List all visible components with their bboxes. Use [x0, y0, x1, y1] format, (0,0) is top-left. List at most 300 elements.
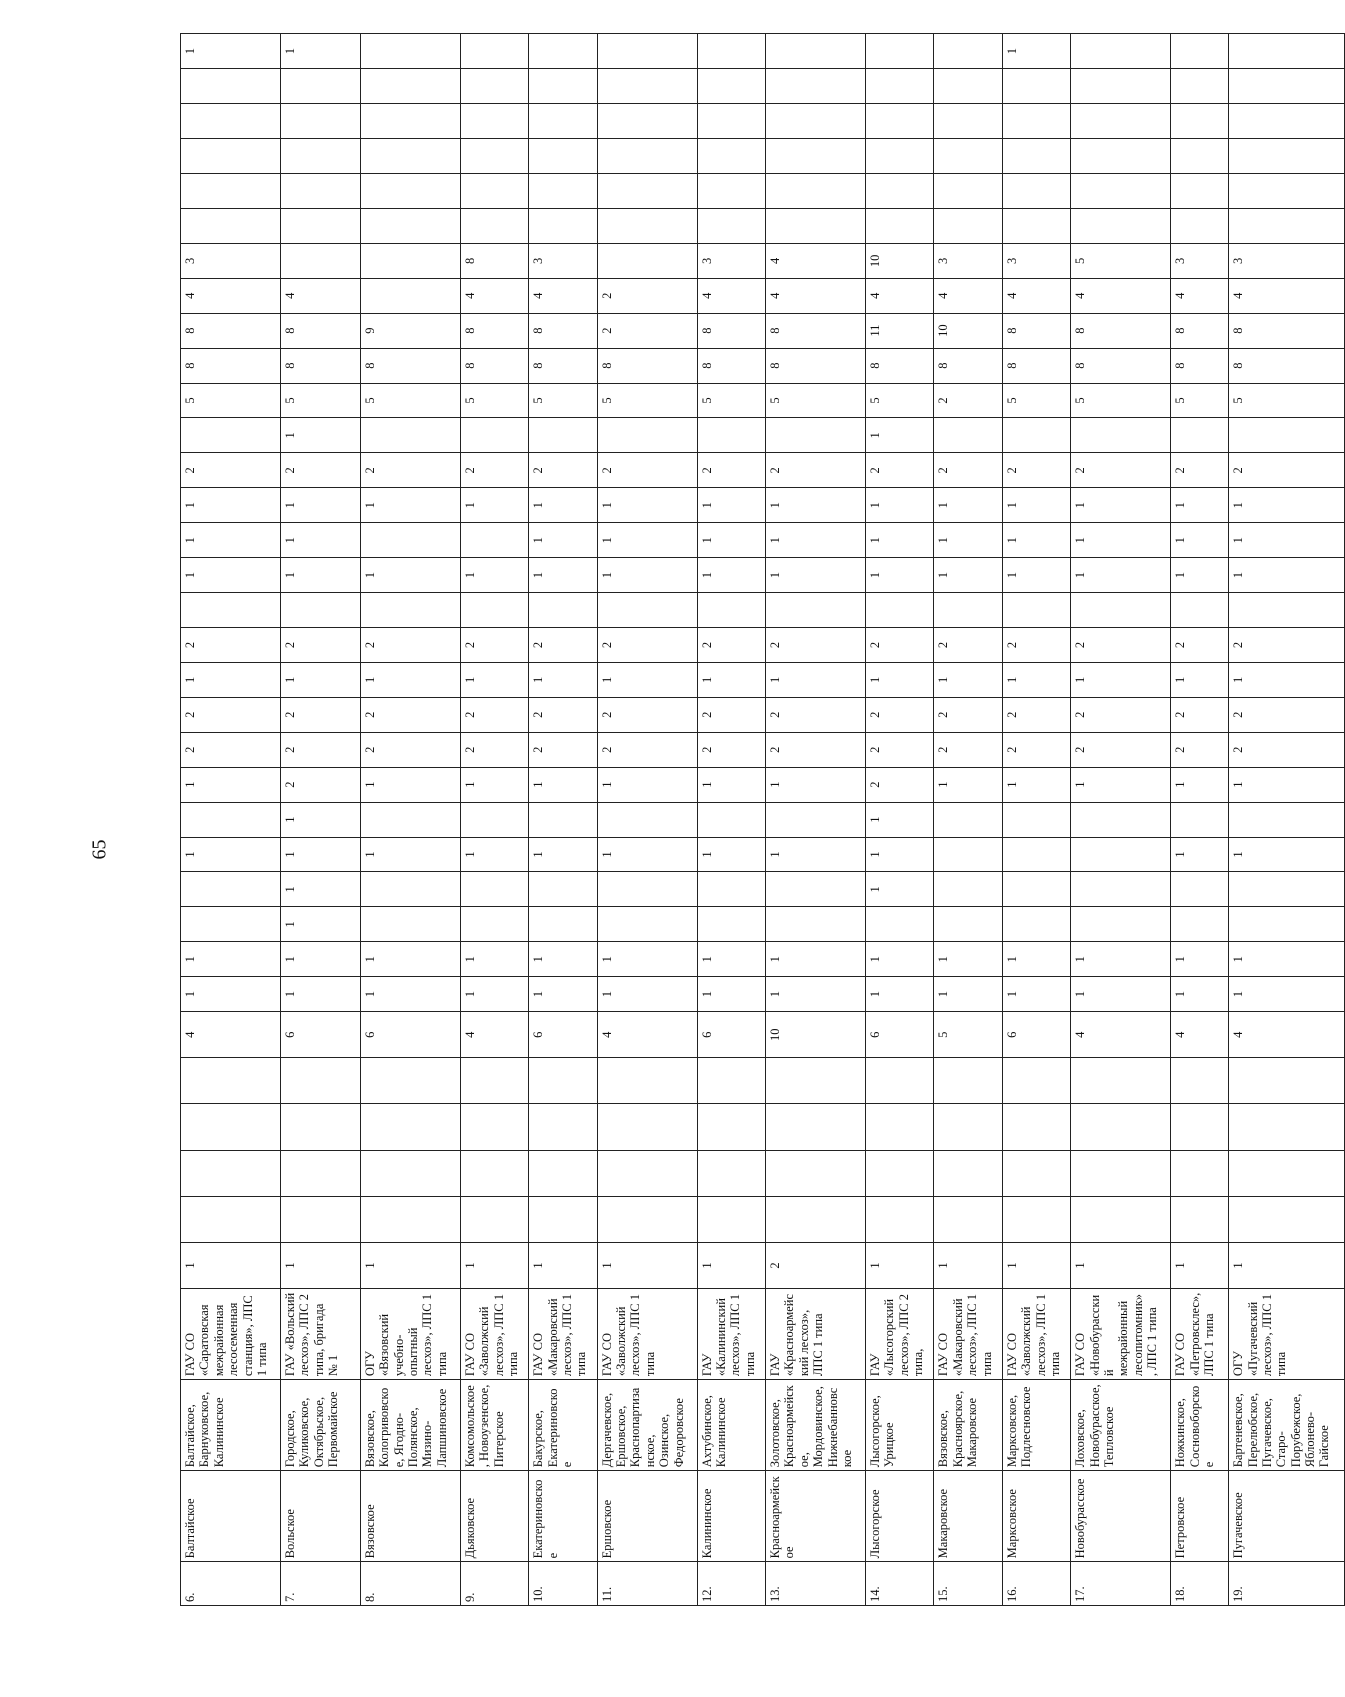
- value-cell: 1: [529, 837, 597, 872]
- value-cell: 1: [1229, 1242, 1345, 1288]
- text-cell: Городское, Куликовское, Октябрьское, Первомайское: [280, 1380, 360, 1471]
- value-cell: [280, 174, 360, 209]
- value-cell: 2: [934, 627, 1002, 662]
- value-cell: 1: [1171, 977, 1229, 1012]
- row-number-cell: 10.: [529, 1562, 597, 1606]
- value-cell: [181, 593, 281, 628]
- value-cell: 1: [766, 558, 866, 593]
- value-cell: 1: [360, 977, 460, 1012]
- value-cell: [597, 69, 697, 104]
- value-cell: 1: [865, 662, 933, 697]
- table-row: [1171, 34, 1229, 1606]
- value-cell: [181, 139, 281, 174]
- value-cell: [597, 174, 697, 209]
- value-cell: [529, 418, 597, 453]
- value-cell: [280, 1150, 360, 1196]
- value-cell: [697, 872, 765, 907]
- value-cell: [865, 593, 933, 628]
- value-cell: 10: [934, 313, 1002, 348]
- value-cell: 5: [1002, 383, 1070, 418]
- value-cell: [1071, 34, 1171, 69]
- row-number-cell: 16.: [1002, 1562, 1070, 1606]
- value-cell: 8: [865, 348, 933, 383]
- value-cell: [766, 1104, 866, 1150]
- value-cell: 1: [1171, 837, 1229, 872]
- value-cell: [934, 69, 1002, 104]
- value-cell: 1: [697, 488, 765, 523]
- value-cell: 6: [865, 1012, 933, 1058]
- table-row: [934, 34, 1002, 1606]
- value-cell: [1171, 418, 1229, 453]
- value-cell: [934, 872, 1002, 907]
- value-cell: 6: [280, 1012, 360, 1058]
- value-cell: [934, 104, 1002, 139]
- value-cell: [597, 1150, 697, 1196]
- value-cell: [597, 418, 697, 453]
- value-cell: [360, 243, 460, 278]
- row-number-cell: 11.: [597, 1562, 697, 1606]
- value-cell: [280, 243, 360, 278]
- value-cell: 2: [697, 627, 765, 662]
- value-cell: 1: [280, 523, 360, 558]
- value-cell: [360, 1150, 460, 1196]
- text-cell: Ершовское: [597, 1471, 697, 1562]
- text-cell: ГАУ СО «Петровсклес», ЛПС 1 типа: [1171, 1289, 1229, 1380]
- value-cell: 4: [934, 278, 1002, 313]
- value-cell: 5: [280, 383, 360, 418]
- row-number-cell: 18.: [1171, 1562, 1229, 1606]
- value-cell: [1002, 139, 1070, 174]
- value-cell: 1: [181, 837, 281, 872]
- value-cell: 5: [865, 383, 933, 418]
- value-cell: 2: [934, 732, 1002, 767]
- value-cell: [460, 872, 528, 907]
- value-cell: 1: [280, 662, 360, 697]
- value-cell: 1: [697, 1242, 765, 1288]
- value-cell: [529, 802, 597, 837]
- text-cell: Комсомольское, Новоузенское, Питерское: [460, 1380, 528, 1471]
- value-cell: 1: [1071, 558, 1171, 593]
- value-cell: [1002, 418, 1070, 453]
- value-cell: [360, 593, 460, 628]
- value-cell: 1: [1071, 662, 1171, 697]
- value-cell: [1171, 208, 1229, 243]
- value-cell: 9: [360, 313, 460, 348]
- value-cell: [1171, 174, 1229, 209]
- value-cell: 1: [1171, 767, 1229, 802]
- value-cell: [1002, 593, 1070, 628]
- value-cell: 1: [934, 488, 1002, 523]
- value-cell: [1002, 872, 1070, 907]
- value-cell: 2: [360, 627, 460, 662]
- value-cell: 2: [181, 732, 281, 767]
- value-cell: 5: [529, 383, 597, 418]
- value-cell: [460, 418, 528, 453]
- table-row: [280, 34, 360, 1606]
- value-cell: 1: [597, 767, 697, 802]
- value-cell: 1: [766, 767, 866, 802]
- value-cell: [1002, 907, 1070, 942]
- value-cell: 5: [697, 383, 765, 418]
- value-cell: [1002, 104, 1070, 139]
- value-cell: 8: [697, 348, 765, 383]
- value-cell: [597, 1058, 697, 1104]
- value-cell: 4: [1171, 1012, 1229, 1058]
- value-cell: [280, 139, 360, 174]
- value-cell: [360, 139, 460, 174]
- value-cell: 10: [766, 1012, 866, 1058]
- value-cell: [934, 174, 1002, 209]
- table-row: [865, 34, 933, 1606]
- value-cell: [697, 69, 765, 104]
- value-cell: 1: [865, 872, 933, 907]
- value-cell: 2: [697, 697, 765, 732]
- value-cell: 3: [529, 243, 597, 278]
- value-cell: [1229, 1104, 1345, 1150]
- value-cell: [697, 907, 765, 942]
- value-cell: [181, 1196, 281, 1242]
- value-cell: [865, 907, 933, 942]
- value-cell: 1: [529, 942, 597, 977]
- value-cell: 2: [934, 453, 1002, 488]
- value-cell: 4: [280, 278, 360, 313]
- value-cell: 1: [934, 977, 1002, 1012]
- text-cell: Новобурасское: [1071, 1471, 1171, 1562]
- value-cell: 2: [460, 697, 528, 732]
- page-number: 65: [88, 839, 111, 860]
- text-cell: Пугачевское: [1229, 1471, 1345, 1562]
- value-cell: 1: [597, 942, 697, 977]
- table-row: [1071, 34, 1171, 1606]
- value-cell: 2: [597, 732, 697, 767]
- value-cell: 6: [360, 1012, 460, 1058]
- value-cell: 1: [865, 1242, 933, 1288]
- value-cell: 1: [360, 1242, 460, 1288]
- value-cell: 1: [1171, 488, 1229, 523]
- value-cell: [1002, 802, 1070, 837]
- value-cell: [1171, 872, 1229, 907]
- value-cell: 1: [1229, 837, 1345, 872]
- value-cell: [1071, 1104, 1171, 1150]
- value-cell: 8: [766, 348, 866, 383]
- value-cell: [1229, 34, 1345, 69]
- value-cell: 2: [181, 453, 281, 488]
- value-cell: [1071, 1150, 1171, 1196]
- value-cell: 1: [1002, 1242, 1070, 1288]
- value-cell: [460, 1196, 528, 1242]
- value-cell: 2: [766, 453, 866, 488]
- text-cell: Екатериновское: [529, 1471, 597, 1562]
- value-cell: [460, 593, 528, 628]
- value-cell: [360, 278, 460, 313]
- value-cell: [460, 139, 528, 174]
- value-cell: [1229, 418, 1345, 453]
- value-cell: [766, 907, 866, 942]
- text-cell: ГАУ СО «Макаровский лесхоз», ЛПС 1 типа: [934, 1289, 1002, 1380]
- value-cell: [934, 1150, 1002, 1196]
- value-cell: 2: [766, 697, 866, 732]
- value-cell: 2: [280, 697, 360, 732]
- value-cell: [865, 104, 933, 139]
- value-cell: [1229, 593, 1345, 628]
- value-cell: 1: [1229, 523, 1345, 558]
- value-cell: [697, 104, 765, 139]
- value-cell: 8: [181, 313, 281, 348]
- text-cell: ГАУ «Вольский лесхоз», ЛПС 2 типа, бригада № 1: [280, 1289, 360, 1380]
- text-cell: Лысогорское: [865, 1471, 933, 1562]
- value-cell: 2: [865, 627, 933, 662]
- value-cell: 3: [1002, 243, 1070, 278]
- value-cell: 2: [934, 697, 1002, 732]
- value-cell: [1229, 139, 1345, 174]
- value-cell: 2: [1071, 732, 1171, 767]
- value-cell: [360, 69, 460, 104]
- value-cell: 1: [1229, 942, 1345, 977]
- value-cell: [529, 872, 597, 907]
- value-cell: [460, 802, 528, 837]
- value-cell: 1: [865, 523, 933, 558]
- text-cell: Вязовское: [360, 1471, 460, 1562]
- value-cell: 2: [1229, 627, 1345, 662]
- value-cell: 1: [934, 662, 1002, 697]
- value-cell: 1: [1071, 1242, 1171, 1288]
- value-cell: 1: [460, 558, 528, 593]
- value-cell: 2: [1002, 697, 1070, 732]
- value-cell: [460, 174, 528, 209]
- value-cell: [460, 208, 528, 243]
- value-cell: [597, 907, 697, 942]
- value-cell: [1229, 1150, 1345, 1196]
- value-cell: 2: [597, 697, 697, 732]
- forestry-table: [180, 33, 1345, 1606]
- value-cell: 1: [1002, 523, 1070, 558]
- value-cell: 5: [1071, 383, 1171, 418]
- value-cell: 2: [934, 383, 1002, 418]
- value-cell: 1: [280, 488, 360, 523]
- value-cell: 2: [529, 732, 597, 767]
- value-cell: 2: [766, 627, 866, 662]
- value-cell: [1171, 1058, 1229, 1104]
- value-cell: 1: [766, 942, 866, 977]
- value-cell: [934, 1196, 1002, 1242]
- value-cell: [597, 1196, 697, 1242]
- text-cell: Вязовское, Кологривовское, Ягодно-Полянское, Мизино-Лапшиновское: [360, 1380, 460, 1471]
- value-cell: [597, 208, 697, 243]
- value-cell: 2: [865, 697, 933, 732]
- value-cell: [529, 69, 597, 104]
- value-cell: [529, 593, 597, 628]
- value-cell: 2: [280, 627, 360, 662]
- value-cell: 2: [1229, 697, 1345, 732]
- value-cell: 2: [1171, 697, 1229, 732]
- value-cell: 3: [181, 243, 281, 278]
- value-cell: [934, 837, 1002, 872]
- value-cell: [934, 139, 1002, 174]
- value-cell: 2: [360, 697, 460, 732]
- value-cell: [1071, 593, 1171, 628]
- value-cell: 3: [1171, 243, 1229, 278]
- value-cell: [766, 1196, 866, 1242]
- value-cell: 1: [697, 837, 765, 872]
- value-cell: [360, 1058, 460, 1104]
- text-cell: Дергачевское, Ершовское, Краснопартизанское, Озинское, Федоровское: [597, 1380, 697, 1471]
- value-cell: [697, 418, 765, 453]
- value-cell: 1: [181, 767, 281, 802]
- value-cell: [280, 208, 360, 243]
- value-cell: 1: [1002, 662, 1070, 697]
- value-cell: [181, 208, 281, 243]
- value-cell: [460, 104, 528, 139]
- value-cell: [280, 1058, 360, 1104]
- value-cell: 1: [460, 767, 528, 802]
- value-cell: 1: [766, 488, 866, 523]
- value-cell: 4: [1171, 278, 1229, 313]
- row-number-cell: 9.: [460, 1562, 528, 1606]
- value-cell: [766, 1150, 866, 1196]
- value-cell: [766, 593, 866, 628]
- value-cell: 5: [766, 383, 866, 418]
- table-row: [766, 34, 866, 1606]
- value-cell: 1: [460, 488, 528, 523]
- value-cell: [766, 872, 866, 907]
- value-cell: [529, 208, 597, 243]
- value-cell: [934, 208, 1002, 243]
- value-cell: 5: [1071, 243, 1171, 278]
- value-cell: [766, 802, 866, 837]
- value-cell: 1: [1229, 977, 1345, 1012]
- row-number-cell: 17.: [1071, 1562, 1171, 1606]
- value-cell: [1229, 69, 1345, 104]
- value-cell: [865, 1104, 933, 1150]
- value-cell: 3: [1229, 243, 1345, 278]
- value-cell: [280, 1196, 360, 1242]
- value-cell: [1002, 1150, 1070, 1196]
- value-cell: 2: [766, 732, 866, 767]
- value-cell: 2: [865, 767, 933, 802]
- value-cell: [865, 1150, 933, 1196]
- text-cell: Лоховское, Новобурасское, Тепловское: [1071, 1380, 1171, 1471]
- value-cell: 4: [697, 278, 765, 313]
- text-cell: Балтайское, Барнуковское, Калининское: [181, 1380, 281, 1471]
- value-cell: 2: [766, 1242, 866, 1288]
- value-cell: 1: [280, 34, 360, 69]
- value-cell: [697, 1196, 765, 1242]
- value-cell: 2: [1071, 697, 1171, 732]
- table-row: [360, 34, 460, 1606]
- value-cell: [1171, 34, 1229, 69]
- value-cell: [181, 802, 281, 837]
- value-cell: 1: [181, 558, 281, 593]
- value-cell: 2: [1002, 732, 1070, 767]
- text-cell: Бакурское, Екатериновское: [529, 1380, 597, 1471]
- value-cell: 1: [597, 488, 697, 523]
- value-cell: 1: [697, 977, 765, 1012]
- value-cell: 1: [529, 558, 597, 593]
- value-cell: [360, 208, 460, 243]
- value-cell: 2: [460, 732, 528, 767]
- text-cell: Вольское: [280, 1471, 360, 1562]
- value-cell: [529, 34, 597, 69]
- value-cell: 5: [460, 383, 528, 418]
- text-cell: Золотовское, Красноармейское, Мордовинское, Нижнебанновское: [766, 1380, 866, 1471]
- value-cell: [1171, 104, 1229, 139]
- value-cell: [1229, 1058, 1345, 1104]
- value-cell: 1: [360, 662, 460, 697]
- value-cell: [1229, 802, 1345, 837]
- value-cell: [529, 1150, 597, 1196]
- value-cell: [865, 1196, 933, 1242]
- value-cell: 1: [1002, 488, 1070, 523]
- value-cell: 8: [1171, 348, 1229, 383]
- value-cell: 4: [460, 278, 528, 313]
- value-cell: 1: [865, 488, 933, 523]
- value-cell: 4: [766, 243, 866, 278]
- value-cell: [529, 1104, 597, 1150]
- text-cell: ОГУ «Вязовский учебно-опытный лесхоз», ЛПС 1 типа: [360, 1289, 460, 1380]
- value-cell: 1: [181, 942, 281, 977]
- row-number-cell: 14.: [865, 1562, 933, 1606]
- value-cell: 8: [1229, 313, 1345, 348]
- value-cell: 2: [1229, 732, 1345, 767]
- value-cell: [1229, 104, 1345, 139]
- value-cell: [460, 34, 528, 69]
- value-cell: 2: [460, 453, 528, 488]
- value-cell: [529, 1196, 597, 1242]
- value-cell: [181, 1058, 281, 1104]
- text-cell: Дьяковское: [460, 1471, 528, 1562]
- value-cell: 2: [280, 732, 360, 767]
- value-cell: [1002, 69, 1070, 104]
- value-cell: 1: [934, 942, 1002, 977]
- value-cell: 1: [280, 418, 360, 453]
- value-cell: 1: [280, 977, 360, 1012]
- value-cell: 5: [934, 1012, 1002, 1058]
- value-cell: [934, 907, 1002, 942]
- value-cell: [766, 1058, 866, 1104]
- value-cell: [460, 907, 528, 942]
- value-cell: 1: [597, 523, 697, 558]
- value-cell: 4: [181, 278, 281, 313]
- value-cell: 2: [280, 453, 360, 488]
- value-cell: [1002, 837, 1070, 872]
- value-cell: 1: [766, 977, 866, 1012]
- value-cell: 1: [360, 942, 460, 977]
- value-cell: [766, 104, 866, 139]
- text-cell: ГАУ СО «Заволжский лесхоз», ЛПС 1 типа: [597, 1289, 697, 1380]
- value-cell: 1: [280, 802, 360, 837]
- value-cell: 2: [865, 732, 933, 767]
- table-row: [1002, 34, 1070, 1606]
- value-cell: [597, 1104, 697, 1150]
- text-cell: Лысогорское, Урицкое: [865, 1380, 933, 1471]
- value-cell: 1: [460, 942, 528, 977]
- value-cell: [697, 1104, 765, 1150]
- value-cell: 1: [1002, 558, 1070, 593]
- value-cell: [1171, 1196, 1229, 1242]
- value-cell: [766, 174, 866, 209]
- value-cell: 1: [1002, 34, 1070, 69]
- value-cell: [181, 907, 281, 942]
- value-cell: [934, 34, 1002, 69]
- value-cell: [280, 104, 360, 139]
- value-cell: 5: [597, 383, 697, 418]
- value-cell: 1: [181, 34, 281, 69]
- value-cell: 1: [1071, 977, 1171, 1012]
- value-cell: 1: [865, 558, 933, 593]
- value-cell: [529, 139, 597, 174]
- value-cell: [460, 1104, 528, 1150]
- value-cell: [360, 104, 460, 139]
